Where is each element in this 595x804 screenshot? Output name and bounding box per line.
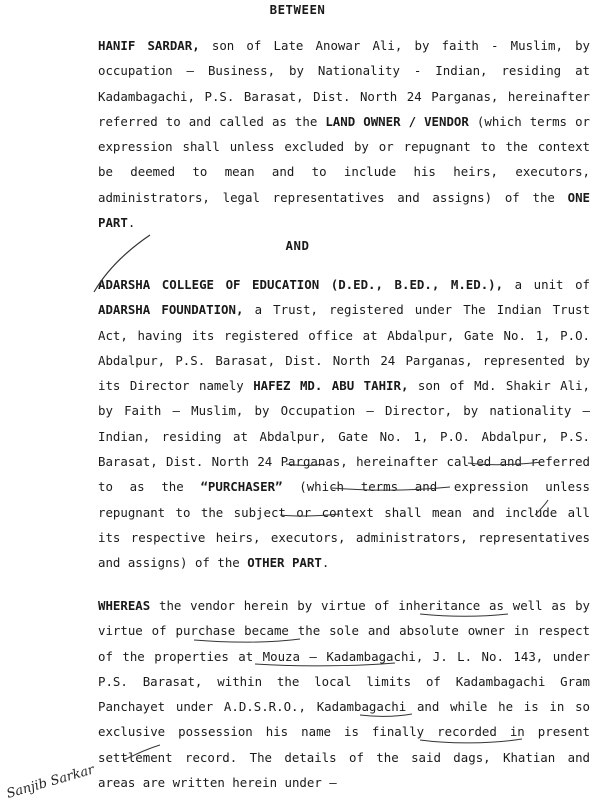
one-part-label: ONE PART bbox=[98, 189, 590, 231]
vendor-name: HANIF SARDAR, bbox=[98, 38, 200, 53]
foundation-name: ADARSHA FOUNDATION, bbox=[98, 302, 244, 318]
party-one-paragraph: HANIF SARDAR, son of Late Anowar Ali, by faith - Muslim, by occupation – Business, by Nationality - Indian, residing at Kadambagachi, P.S. Barasat, Dist. North 24 Parganas, hereinafter referred to and called as the LAND OWNER / VENDOR (which terms or expression shall unless excluded by or repugnant to the context be deemed to mean and to include his heirs, executors, administrators, legal representatives and assigns) of the ONE PART. bbox=[98, 38, 590, 231]
signature: Sanjib Sarkar bbox=[4, 762, 96, 802]
purchaser-label: “PURCHASER” bbox=[200, 479, 283, 495]
whereas-label: WHEREAS bbox=[98, 598, 151, 613]
director-name: HAFEZ MD. ABU TAHIR, bbox=[253, 378, 409, 394]
whereas-paragraph: WHEREAS the vendor herein by virtue of inheritance as well as by virtue of purchase became the sole and absolute owner in respect of the properties at Mouza – Kadambagachi, J. L. No. 143, under P.S. Barasat, within the local limits of Kadambagachi Gram Panchayet under A.D.S.R.O., Kadambagachi and while he is in so exclusive possession his name is finally recorded in present settlement record. The details of the said dags, Khatian and areas are written herein under – bbox=[98, 598, 590, 791]
land-owner-vendor-label: LAND OWNER / VENDOR bbox=[325, 113, 469, 129]
college-name: ADARSHA COLLEGE OF EDUCATION (D.ED., B.ED., M.ED.), bbox=[98, 277, 504, 292]
other-part-label: OTHER PART bbox=[247, 555, 322, 571]
party-two-paragraph: ADARSHA COLLEGE OF EDUCATION (D.ED., B.ED., M.ED.), a unit of ADARSHA FOUNDATION, a Trust, registered under The Indian Trust Act, having its registered office at Abdalpur, Gate No. 1, P.O. Abdalpur, P.S. Barasat, Dist. North 24 Parganas, represented by its Director namely HAFEZ MD. ABU TAHIR, son of Md. Shakir Ali, by Faith – Muslim, by Occupation – Director, by nationality – Indian, residing at Abdalpur, Gate No. 1, P.O. Abdalpur, P.S. Barasat, Dist. North 24 Parganas, hereinafter called and referred to as the “PURCHASER” (which terms and expression unless repugnant to the subject or context shall mean and include all its respective heirs, executors, administrators, representatives and assigns) of the OTHER PART. bbox=[98, 277, 590, 571]
heading-and: AND bbox=[285, 238, 310, 253]
heading-between: BETWEEN bbox=[269, 2, 326, 17]
